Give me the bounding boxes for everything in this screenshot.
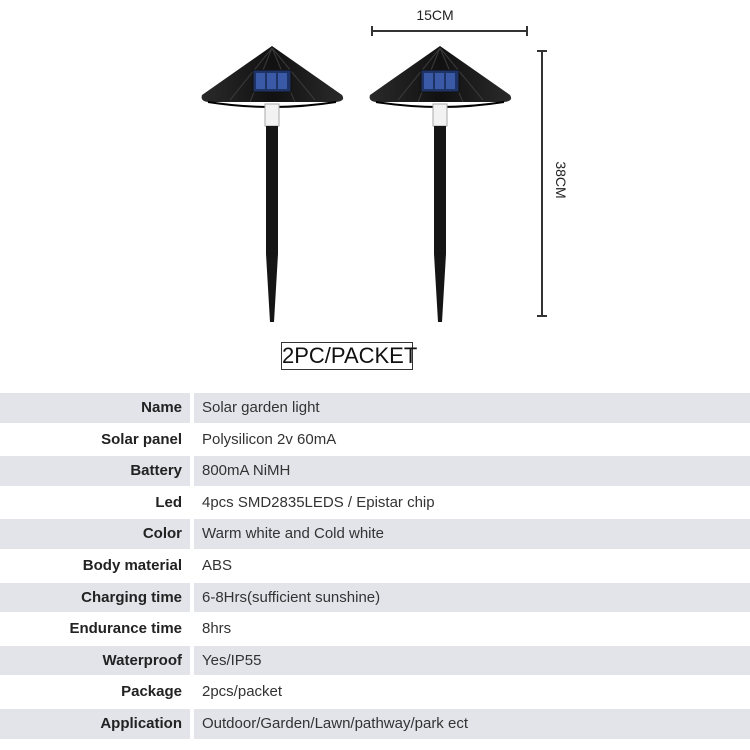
width-dimension-label: 15CM	[416, 7, 454, 23]
spec-row	[0, 488, 750, 520]
spec-label: Color	[0, 519, 190, 549]
width-dimension-line	[372, 26, 527, 36]
spec-label: Led	[155, 493, 182, 511]
spec-row	[0, 393, 750, 425]
spec-value: Yes/IP55	[194, 646, 750, 676]
spec-row	[0, 583, 750, 615]
spec-value: 4pcs SMD2835LEDS / Epistar chip	[202, 493, 435, 511]
solar-panel-icon	[421, 70, 459, 92]
spec-label: Body material	[82, 556, 182, 574]
spec-label: Charging time	[0, 583, 190, 613]
packet-label: 2PC/PACKET	[282, 343, 418, 368]
spec-label: Name	[0, 393, 190, 423]
spec-label: Application	[0, 709, 190, 739]
spec-value: 8hrs	[202, 620, 232, 638]
spec-value: ABS	[202, 556, 233, 574]
spec-value: Outdoor/Garden/Lawn/pathway/park ect	[194, 709, 750, 739]
height-dimension-line	[537, 51, 547, 316]
spec-value: Solar garden light	[194, 393, 750, 423]
spec-row	[0, 614, 750, 646]
height-dimension-label: 38CM	[553, 161, 569, 199]
spec-value: Warm white and Cold white	[194, 519, 750, 549]
spec-row	[0, 551, 750, 583]
spec-label: Endurance time	[69, 620, 182, 638]
spec-label: Solar panel	[101, 430, 182, 448]
spec-row	[0, 709, 750, 741]
spec-label: Battery	[0, 456, 190, 486]
spec-label: Package	[121, 683, 182, 701]
spec-table	[0, 393, 750, 741]
spec-row	[0, 677, 750, 709]
spec-value: 800mA NiMH	[194, 456, 750, 486]
solar-panel-icon	[253, 70, 291, 92]
solar-light-left	[202, 46, 344, 322]
spec-row	[0, 646, 750, 678]
spec-label: Waterproof	[0, 646, 190, 676]
spec-row	[0, 456, 750, 488]
spec-value: 6-8Hrs(sufficient sunshine)	[194, 583, 750, 613]
spec-value: 2pcs/packet	[202, 683, 283, 701]
solar-light-right	[370, 46, 512, 322]
spec-row	[0, 519, 750, 551]
spec-value: Polysilicon 2v 60mA	[202, 430, 337, 448]
spec-row	[0, 425, 750, 457]
